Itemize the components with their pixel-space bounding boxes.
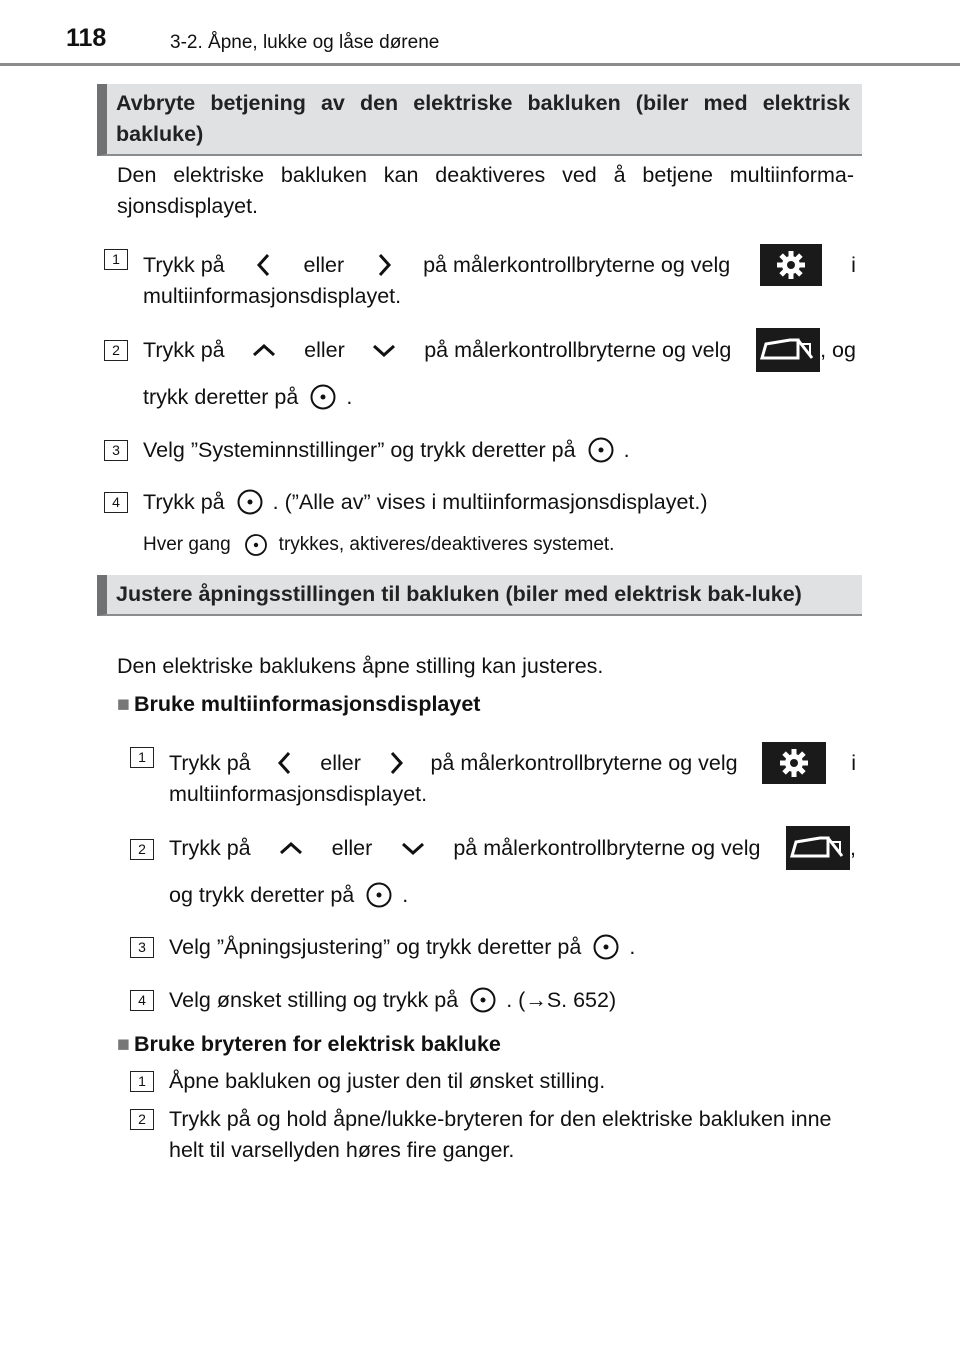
step-text: Trykk på [143, 490, 225, 514]
step-number: 2 [130, 839, 154, 860]
chevron-right-icon [374, 250, 394, 280]
chevron-down-icon [369, 340, 399, 360]
step-text: . [402, 883, 409, 907]
page-link[interactable]: S. 652) [546, 988, 617, 1012]
step-text: multiinformasjonsdisplayet. [143, 284, 402, 308]
chevron-down-icon [398, 838, 428, 858]
step-text: Trykk på og hold åpne/lukke-bryteren for den elektriske bakluken inne helt til varsellyden høres fire ganger. [169, 1107, 832, 1162]
arrow-icon: → [525, 988, 547, 1012]
step-text: Velg ”Åpningsjustering” og trykk deretter på [169, 935, 582, 959]
page-number: 118 [66, 24, 107, 52]
step-number: 1 [130, 1071, 154, 1092]
step-number: 3 [104, 440, 128, 461]
intro-text: Den elektriske baklukens åpne stilling kan justeres. [117, 654, 604, 678]
step-text: Trykk på [169, 751, 251, 775]
step-text: . (”Alle av” vises i multiinformasjonsdisplayet.) [272, 490, 708, 514]
step-text: i [851, 253, 856, 277]
step-text: , og [820, 338, 856, 362]
step-text: Åpne bakluken og juster den til ønsket stilling. [169, 1069, 606, 1093]
chevron-left-icon [275, 748, 295, 778]
chevron-up-icon [276, 838, 306, 858]
ok-button-icon [591, 932, 621, 962]
gear-icon [760, 244, 822, 286]
section-reference: 3-2. Åpne, lukke og låse dørene [170, 32, 440, 53]
section-heading: Justere åpningsstillingen til bakluken (biler med elektrisk bak-luke) [97, 575, 862, 616]
section-heading: Avbryte betjening av den elektriske bakluken (biler med elektrisk bakluke) [97, 84, 862, 156]
ok-button-icon [243, 532, 269, 558]
step-text: Velg ønsket stilling og trykk på [169, 988, 459, 1012]
vehicle-settings-icon [786, 826, 850, 870]
step-number: 1 [104, 249, 128, 270]
step-text: i [851, 751, 856, 775]
step-text: eller [304, 338, 345, 362]
step-number: 1 [130, 747, 154, 768]
ok-button-icon [364, 880, 394, 910]
ok-button-icon [308, 382, 338, 412]
chevron-up-icon [249, 340, 279, 360]
step-number: 2 [104, 340, 128, 361]
step-number: 2 [130, 1109, 154, 1130]
step-text: . [623, 438, 630, 462]
ok-button-icon [235, 487, 265, 517]
subsection-heading [117, 1029, 501, 1059]
step-text: eller [303, 253, 345, 277]
step-text: Trykk på [169, 836, 251, 860]
step-text: på målerkontrollbryterne og velg [453, 836, 761, 860]
step-text: på målerkontrollbryterne og velg [423, 253, 731, 277]
subsection-title: Bruke multiinformasjonsdisplayet [134, 692, 481, 716]
intro-text: Den elektriske bakluken kan deaktiveres ved å betjene multiinforma-sjonsdisplayet. [117, 163, 854, 218]
note-text: Hver gang [143, 534, 231, 555]
step-text: multiinformasjonsdisplayet. [169, 782, 428, 806]
chevron-right-icon [386, 748, 406, 778]
step-text: Trykk på [143, 253, 225, 277]
step-text: . [629, 935, 636, 959]
ok-button-icon [468, 985, 498, 1015]
step-text: Velg ”Systeminnstillinger” og trykk deretter på [143, 438, 576, 462]
step-text: eller [320, 751, 361, 775]
step-text: på målerkontrollbryterne og velg [424, 338, 732, 362]
note [143, 532, 614, 558]
subsection-title: Bruke bryteren for elektrisk bakluke [134, 1032, 501, 1056]
subsection-heading [117, 689, 480, 719]
page-header [0, 0, 960, 66]
square-bullet-icon: ■ [117, 692, 130, 716]
note-text: trykkes, aktiveres/deaktiveres systemet. [278, 534, 615, 555]
step-text: . ( [506, 988, 526, 1012]
ok-button-icon [586, 435, 616, 465]
step-text: . [346, 385, 353, 409]
step-text: , [850, 836, 856, 860]
gear-icon [762, 742, 826, 784]
step-number: 3 [130, 937, 154, 958]
step-text: og trykk deretter på [169, 883, 355, 907]
step-text: Trykk på [143, 338, 225, 362]
vehicle-settings-icon [756, 328, 820, 372]
square-bullet-icon: ■ [117, 1032, 130, 1056]
header-rule [0, 63, 960, 66]
step-text: eller [331, 836, 373, 860]
step-number: 4 [104, 492, 128, 513]
step-number: 4 [130, 990, 154, 1011]
step-text: trykk deretter på [143, 385, 299, 409]
chevron-left-icon [254, 250, 274, 280]
step-text: på målerkontrollbryterne og velg [430, 751, 738, 775]
